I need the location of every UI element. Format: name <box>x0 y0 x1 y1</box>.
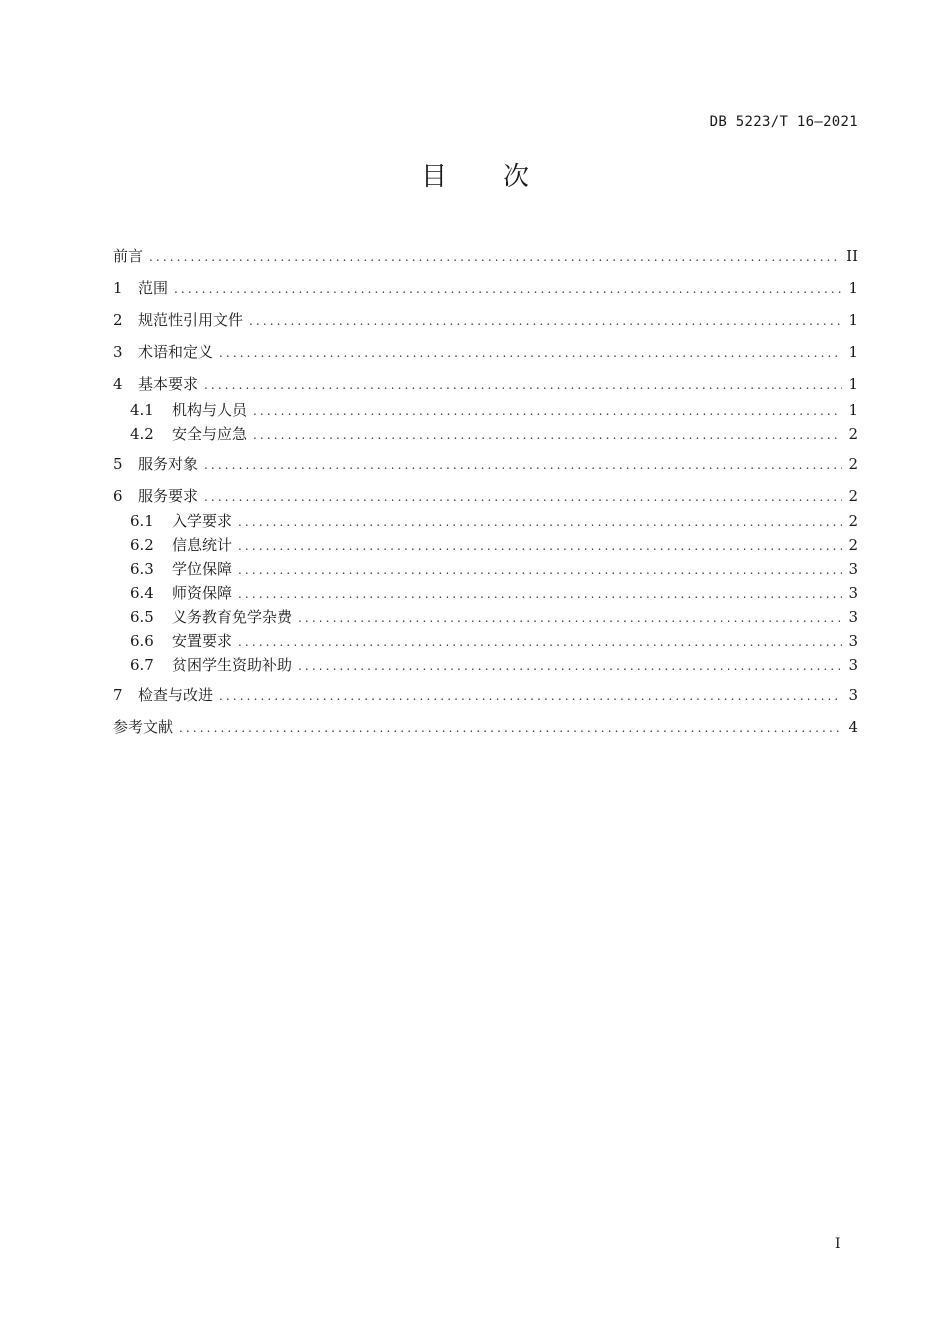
toc-entry-label: 信息统计 <box>172 536 233 554</box>
standard-code: DB 5223/T 16—2021 <box>709 114 858 130</box>
toc-leader-dots <box>174 278 842 300</box>
toc-entry-number: 5 <box>113 455 123 473</box>
toc-leader-dots <box>238 631 842 653</box>
toc-leader-dots <box>249 310 842 332</box>
title-char-2: 次 <box>503 162 530 192</box>
toc-entry-number: 7 <box>113 686 123 704</box>
toc-entry[interactable] <box>113 716 858 738</box>
toc-entry-label: 术语和定义 <box>138 343 214 361</box>
toc-entry-page: 3 <box>848 608 858 626</box>
toc-entry-page: 1 <box>848 375 858 393</box>
toc-entry-number: 1 <box>113 279 123 297</box>
toc-entry-label: 参考文献 <box>113 718 174 736</box>
toc-leader-dots <box>238 535 842 557</box>
toc-entry-page: 1 <box>848 401 858 419</box>
toc-entry-label: 师资保障 <box>172 584 233 602</box>
toc-leader-dots <box>204 454 842 476</box>
toc-entry[interactable] <box>113 373 858 395</box>
toc-leader-dots <box>238 583 842 605</box>
toc-entry-label: 服务对象 <box>138 455 199 473</box>
toc-entry-page: 1 <box>848 311 858 329</box>
page-number: I <box>835 1236 841 1252</box>
toc-entry[interactable] <box>113 309 858 331</box>
toc-entry-label: 安置要求 <box>172 632 233 650</box>
toc-entry-label: 规范性引用文件 <box>138 311 244 329</box>
toc-leader-dots <box>204 374 842 396</box>
toc-leader-dots <box>149 246 840 268</box>
toc-entry[interactable] <box>130 582 858 604</box>
toc-leader-dots <box>219 342 842 364</box>
toc-entry-number: 4 <box>113 375 123 393</box>
toc-entry[interactable] <box>130 423 858 445</box>
toc-leader-dots <box>238 559 842 581</box>
toc-entry-page: 1 <box>848 343 858 361</box>
toc-entry-label: 范围 <box>138 279 169 297</box>
toc-entry-page: 2 <box>848 455 858 473</box>
toc-leader-dots <box>253 400 842 422</box>
toc-leader-dots <box>238 511 842 533</box>
toc-leader-dots <box>179 717 842 739</box>
toc-entry-label: 入学要求 <box>172 512 233 530</box>
toc-leader-dots <box>219 685 842 707</box>
toc-entry[interactable] <box>113 341 858 363</box>
toc-entry[interactable] <box>113 277 858 299</box>
toc-entry[interactable] <box>130 630 858 652</box>
toc-leader-dots <box>298 655 842 677</box>
toc-entry-page: 3 <box>848 632 858 650</box>
toc-entry[interactable] <box>130 399 858 421</box>
toc-entry-label: 贫困学生资助补助 <box>172 656 293 674</box>
toc-entry-number: 6.6 <box>130 632 154 650</box>
toc-entry[interactable] <box>130 558 858 580</box>
toc-entry-page: 3 <box>848 686 858 704</box>
toc-entry-label: 检查与改进 <box>138 686 214 704</box>
toc-entry-number: 6.5 <box>130 608 154 626</box>
title-char-1: 目 <box>420 162 447 192</box>
toc-entry-label: 安全与应急 <box>172 425 248 443</box>
toc-entry-label: 义务教育免学杂费 <box>172 608 293 626</box>
page-title <box>0 156 950 193</box>
toc-entry-label: 机构与人员 <box>172 401 248 419</box>
toc-entry-page: 2 <box>848 536 858 554</box>
toc-entry[interactable] <box>113 485 858 507</box>
toc-entry-page: 1 <box>848 279 858 297</box>
toc-entry-page: 2 <box>848 425 858 443</box>
toc-entry-label: 学位保障 <box>172 560 233 578</box>
toc-entry-page: 4 <box>848 718 858 736</box>
toc-entry-number: 4.1 <box>130 401 154 419</box>
toc-entry-label: 基本要求 <box>138 375 199 393</box>
toc-entry[interactable] <box>130 606 858 628</box>
toc-entry-page: 3 <box>848 584 858 602</box>
toc-entry[interactable] <box>113 245 858 267</box>
toc-entry-page: II <box>846 247 858 265</box>
toc-entry-number: 4.2 <box>130 425 154 443</box>
toc-entry-page: 3 <box>848 656 858 674</box>
toc-entry-number: 6.2 <box>130 536 154 554</box>
toc-leader-dots <box>253 424 842 446</box>
toc-entry[interactable] <box>130 654 858 676</box>
toc-entry-page: 2 <box>848 512 858 530</box>
toc-entry[interactable] <box>130 510 858 532</box>
toc-entry-label: 服务要求 <box>138 487 199 505</box>
toc-leader-dots <box>298 607 842 629</box>
toc-entry-number: 6.4 <box>130 584 154 602</box>
toc-entry-page: 3 <box>848 560 858 578</box>
toc-leader-dots <box>204 486 842 508</box>
toc-entry-number: 6.7 <box>130 656 154 674</box>
toc-entry-label: 前言 <box>113 247 144 265</box>
toc-entry-number: 3 <box>113 343 123 361</box>
toc-entry[interactable] <box>113 453 858 475</box>
toc-entry[interactable] <box>113 684 858 706</box>
toc-entry-number: 6 <box>113 487 123 505</box>
toc-entry[interactable] <box>130 534 858 556</box>
toc-entry-number: 6.3 <box>130 560 154 578</box>
toc-entry-number: 6.1 <box>130 512 154 530</box>
toc-entry-page: 2 <box>848 487 858 505</box>
toc-entry-number: 2 <box>113 311 123 329</box>
